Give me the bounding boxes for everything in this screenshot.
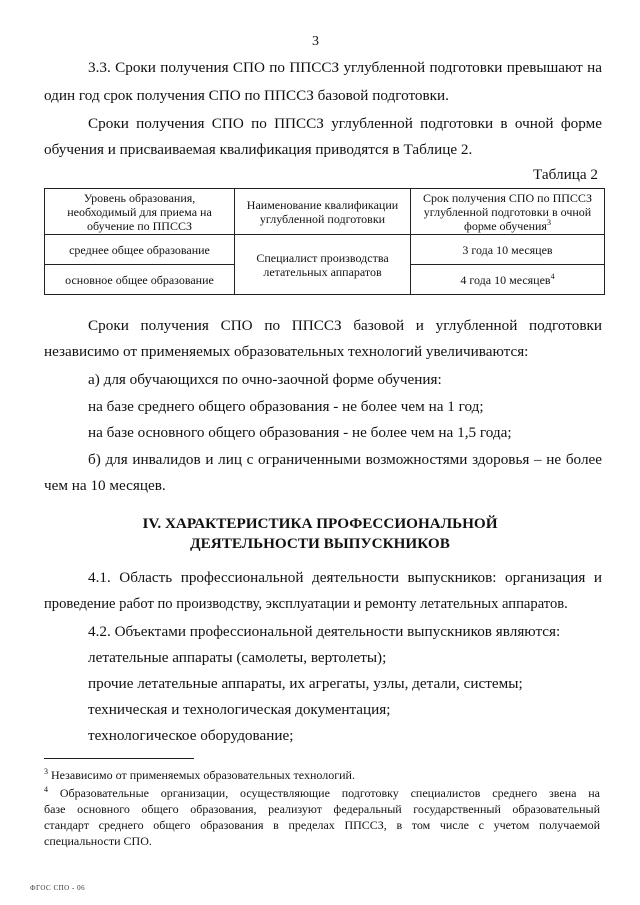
qualification-cell: Специалист производства летательных аппаратов — [235, 235, 411, 295]
para-3-3-line2: один год срок получения СПО по ППССЗ базовой подготовки. — [44, 87, 449, 104]
para-terms-line2: обучения и присваиваемая квалификация приводятся в Таблице 2. — [44, 141, 473, 158]
para-3-3-line1: 3.3. Сроки получения СПО по ППССЗ углубленной подготовки превышают на — [88, 59, 602, 76]
section-heading-line1: IV. ХАРАКТЕРИСТИКА ПРОФЕССИОНАЛЬНОЙ — [142, 515, 498, 532]
table-row — [45, 235, 605, 265]
para-increase-line1: Сроки получения СПО по ППССЗ базовой и углубленной подготовки — [88, 317, 602, 334]
footnote-separator — [44, 758, 194, 759]
item-a2: на базе основного общего образования - не более чем на 1,5 года; — [88, 424, 512, 441]
row-term: 3 года 10 месяцев — [411, 235, 605, 265]
object-item: техническая и технологическая документация; — [88, 701, 391, 718]
header-education-level: Уровень образования, необходимый для приема на обучение по ППССЗ — [45, 189, 235, 235]
qualification-table — [44, 188, 605, 295]
item-a: а) для обучающихся по очно-заочной форме обучения: — [88, 371, 442, 388]
para-terms-line1: Сроки получения СПО по ППССЗ углубленной подготовки в очной форме — [88, 115, 602, 132]
item-b-line1: б) для инвалидов и лиц с ограниченными возможностями здоровья – не более — [88, 451, 602, 468]
page-number: 3 — [312, 34, 319, 49]
item-a1: на базе среднего общего образования - не более чем на 1 год; — [88, 398, 484, 415]
para-4-1-line2: проведение работ по производству, эксплуатации и ремонту летательных аппаратов. — [44, 596, 568, 612]
row-education-level: среднее общее образование — [45, 235, 235, 265]
footnote-4-line4: специальности СПО. — [44, 834, 152, 848]
para-increase-line2: независимо от применяемых образовательных технологий увеличиваются: — [44, 343, 529, 360]
table-caption: Таблица 2 — [533, 166, 598, 183]
footnote-3-mark: 3 — [44, 767, 48, 776]
object-item: технологическое оборудование; — [88, 727, 294, 744]
footnote-4-line2: базе основного общего образования, реализуют федеральный государственный образовательный — [44, 802, 600, 816]
footnote-ref-4: 4 — [550, 271, 555, 281]
section-heading-line2: ДЕЯТЕЛЬНОСТИ ВЫПУСКНИКОВ — [190, 535, 450, 552]
header-qualification: Наименование квалификации углубленной подготовки — [235, 189, 411, 235]
row-education-level: основное общее образование — [45, 265, 235, 295]
footer-code: ФГОС СПО - 06 — [30, 884, 86, 892]
object-item: прочие летательные аппараты, их агрегаты, узлы, детали, системы; — [88, 675, 523, 692]
footnote-3 — [44, 768, 355, 782]
footnote-4-mark: 4 — [44, 785, 48, 794]
footnote-3-text: Независимо от применяемых образовательных технологий. — [51, 768, 355, 782]
row-term — [411, 265, 605, 295]
item-b-line2: чем на 10 месяцев. — [44, 477, 166, 494]
footnote-4-line3: стандарт среднего общего образования в пределах ППССЗ, в том числе с учетом получаемой — [44, 818, 600, 832]
object-item: летательные аппараты (самолеты, вертолеты); — [88, 649, 387, 666]
footnote-ref-3: 3 — [546, 217, 551, 227]
header-term-text: Срок получения СПО по ППССЗ углубленной подготовки в очной форме обучения — [423, 190, 592, 233]
header-term — [411, 189, 605, 235]
para-4-1-line1: 4.1. Область профессиональной деятельности выпускников: организация и — [88, 569, 602, 586]
footnote-4-line1 — [44, 786, 600, 800]
row-term-text: 4 года 10 месяцев — [460, 272, 551, 287]
footnote-4-text: Образовательные организации, осуществляющие подготовку специалистов среднего звена на — [59, 786, 601, 800]
para-4-2: 4.2. Объектами профессиональной деятельности выпускников являются: — [88, 623, 561, 640]
table-header-row — [45, 189, 605, 235]
